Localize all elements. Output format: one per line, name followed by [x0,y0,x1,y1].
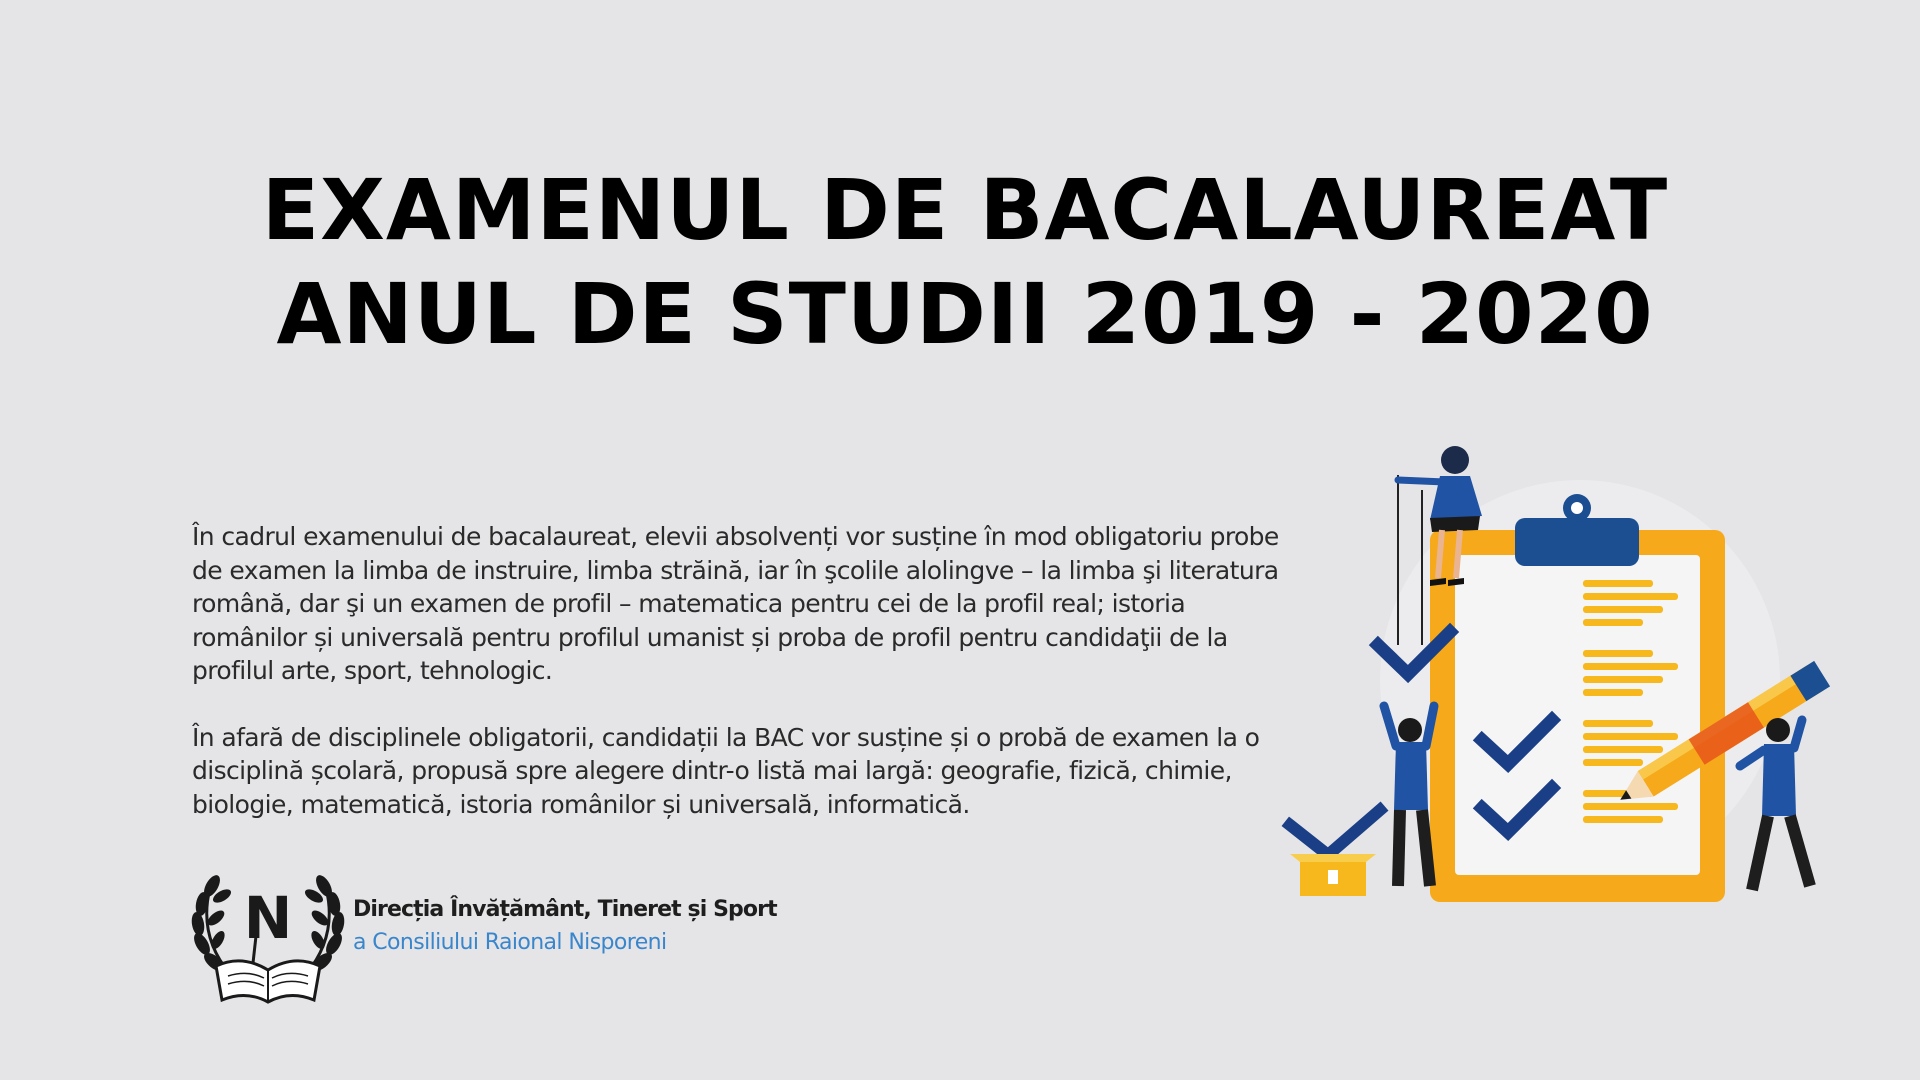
main-content [192,520,1292,854]
logo-letter: N [243,884,293,952]
paragraph-optional-exam: În afară de disciplinele obligatorii, candidații la BAC vor susține și o probă de examen la o disciplină școlară, propusă spre alegere dintr-o listă mai largă: geografie, fizică, chimie, biologie, matematică, istoria românilor și universală, informatică. [192,722,1260,819]
title-line-2: ANUL DE STUDII 2019 - 2020 [276,265,1654,363]
checklist-illustration-icon [1270,430,1890,910]
page-title [0,158,1920,366]
organization-name: Direcția Învățământ, Tineret și Sport [353,897,777,922]
organization-subtitle: a Consiliului Raional Nisporeni [353,930,667,955]
title-line-1: EXAMENUL DE BACALAUREAT [261,161,1669,259]
institution-logo-icon [188,866,348,1006]
paragraph-mandatory-exams: În cadrul examenului de bacalaureat, elevii absolvenți vor susține în mod obligatoriu probe de examen la limba de instruire, limba străină, iar în şcolile alolingve – la limba şi literatura română, dar şi un examen de profil – matematica pentru cei de la profil real; istoria românilor și universală pentru profilul umanist și proba de profil pentru candidaţii de la profilul arte, sport, tehnologic. [192,522,1279,685]
